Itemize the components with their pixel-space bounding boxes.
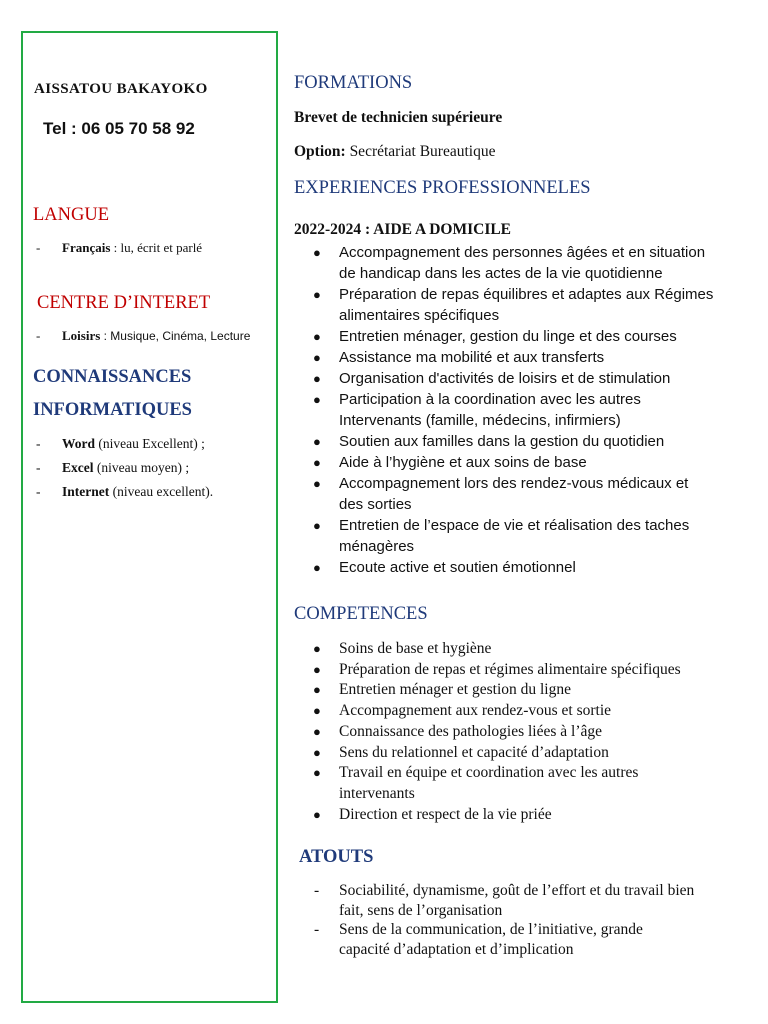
item-line: Travail en équipe et coordination avec les autres — [339, 764, 639, 782]
option-label: Option: — [294, 143, 346, 160]
langue-list — [36, 240, 202, 265]
bullet-dot-icon: ● — [313, 455, 321, 470]
atouts-list — [294, 881, 756, 959]
list-item — [294, 660, 756, 681]
degree-text: Brevet de technicien supérieure — [294, 109, 503, 126]
item-text: (niveau excellent). — [109, 484, 214, 499]
item-text: (niveau moyen) ; — [93, 460, 190, 475]
item-text: : lu, écrit et parlé — [110, 240, 203, 255]
dash-bullet: - — [36, 436, 41, 451]
bullet-dot-icon: ● — [313, 682, 321, 698]
bullet-dot-icon: ● — [313, 560, 321, 575]
bullet-dot-icon: ● — [313, 329, 321, 344]
item-line: fait, sens de l’organisation — [339, 901, 503, 919]
bullet-dot-icon: ● — [313, 806, 321, 822]
bullet-dot-icon: ● — [313, 392, 321, 407]
dash-bullet: - — [314, 921, 320, 938]
list-item — [294, 515, 756, 557]
list-item — [294, 743, 756, 764]
bullet-dot-icon: ● — [313, 641, 321, 656]
item-line: intervenants — [339, 784, 415, 802]
item-line: Sens du relationnel et capacité d’adaptation — [339, 743, 609, 761]
item-line: Soins de base et hygiène — [339, 640, 492, 657]
list-item — [294, 805, 756, 826]
bullet-dot-icon: ● — [313, 723, 321, 739]
list-item — [294, 389, 756, 431]
item-line: Soutien aux familles dans la gestion du quotidien — [339, 433, 665, 450]
item-line: Accompagnement lors des rendez-vous médicaux et — [339, 475, 689, 492]
item-text: (niveau Excellent) ; — [95, 436, 205, 451]
list-item — [294, 242, 756, 284]
bullet-dot-icon: ● — [313, 476, 321, 491]
item-line: ménagères — [339, 538, 415, 555]
item-line: Ecoute active et soutien émotionnel — [339, 559, 576, 576]
option-value: Secrétariat Bureautique — [345, 143, 496, 160]
item-line: Sens de la communication, de l’initiative, grande — [339, 921, 643, 938]
bullet-dot-icon: ● — [313, 287, 321, 302]
list-item — [294, 680, 756, 701]
phone-number: Tel : 06 05 70 58 92 — [43, 119, 195, 138]
item-line: des sorties — [339, 496, 412, 513]
item-line: Accompagnement des personnes âgées et en situation — [339, 244, 706, 261]
experience-task-list — [294, 242, 756, 578]
item-line: Entretien de l’espace de vie et réalisation des taches — [339, 517, 690, 534]
list-item — [294, 431, 756, 452]
list-item — [36, 328, 250, 344]
item-line: Participation à la coordination avec les autres — [339, 391, 641, 408]
item-line: alimentaires spécifiques — [339, 307, 500, 324]
item-line: Connaissance des pathologies liées à l’âge — [339, 722, 602, 740]
bullet-dot-icon: ● — [313, 518, 321, 533]
item-line: Direction et respect de la vie priée — [339, 805, 552, 823]
list-item — [294, 368, 756, 389]
list-item — [36, 460, 213, 476]
item-line: capacité d’adaptation et d’implication — [339, 940, 574, 958]
option-line — [294, 143, 756, 161]
dash-bullet: - — [36, 460, 41, 475]
bullet-dot-icon: ● — [313, 245, 321, 260]
list-item — [36, 436, 213, 452]
item-line: Aide à l’hygiène et aux soins de base — [339, 454, 587, 471]
job-title: 2022-2024 : AIDE A DOMICILE — [294, 221, 512, 238]
list-item — [294, 452, 756, 473]
list-item — [294, 763, 756, 804]
item-line: Organisation d'activités de loisirs et de stimulation — [339, 370, 671, 387]
bullet-dot-icon: ● — [313, 703, 321, 719]
item-label: Internet — [62, 484, 110, 499]
bullet-dot-icon: ● — [313, 765, 321, 781]
sidebar-panel — [21, 31, 278, 1003]
list-item — [294, 920, 756, 959]
item-line: Entretien ménager, gestion du linge et des courses — [339, 328, 677, 345]
item-label: Excel — [62, 460, 94, 475]
item-line: Préparation de repas équilibres et adaptes aux Régimes — [339, 286, 714, 303]
candidate-name: AISSATOU BAKAYOKO — [34, 81, 208, 97]
atouts-title: ATOUTS — [299, 847, 374, 867]
item-line: de handicap dans les actes de la vie quotidienne — [339, 265, 663, 282]
list-item — [294, 881, 756, 920]
info-title-line2: INFORMATIQUES — [33, 400, 192, 420]
dash-bullet: - — [36, 484, 41, 499]
competences-title: COMPETENCES — [294, 604, 428, 624]
item-line: Préparation de repas et régimes alimentaire spécifiques — [339, 660, 681, 678]
info-list — [36, 436, 213, 509]
dash-bullet: - — [36, 240, 41, 255]
list-item — [294, 326, 756, 347]
bullet-dot-icon: ● — [313, 661, 321, 677]
info-title-line1: CONNAISSANCES — [33, 367, 192, 387]
list-item — [294, 347, 756, 368]
bullet-dot-icon: ● — [313, 434, 321, 449]
list-item — [294, 722, 756, 743]
bullet-dot-icon: ● — [313, 350, 321, 365]
formations-title: FORMATIONS — [294, 73, 413, 93]
langue-title: LANGUE — [33, 205, 110, 225]
list-item — [36, 484, 213, 500]
item-label: Français — [62, 240, 111, 255]
bullet-dot-icon: ● — [313, 744, 321, 760]
list-item — [36, 240, 202, 256]
competences-list — [294, 639, 756, 825]
item-line: Entretien ménager et gestion du ligne — [339, 681, 571, 699]
list-item — [294, 284, 756, 326]
item-label: Word — [62, 436, 96, 451]
item-line: Sociabilité, dynamisme, goût de l’effort et du travail bien — [339, 882, 695, 899]
interet-list — [36, 328, 250, 353]
item-text: : Musique, Cinéma, Lecture — [100, 329, 251, 343]
list-item — [294, 639, 756, 660]
bullet-dot-icon: ● — [313, 371, 321, 386]
dash-bullet: - — [314, 882, 320, 899]
interet-title: CENTRE D’INTERET — [37, 293, 211, 313]
list-item — [294, 557, 756, 578]
experiences-title: EXPERIENCES PROFESSIONNELES — [294, 178, 591, 198]
item-label: Loisirs — [62, 328, 101, 343]
list-item — [294, 473, 756, 515]
item-line: Accompagnement aux rendez-vous et sortie — [339, 702, 612, 720]
list-item — [294, 701, 756, 722]
dash-bullet: - — [36, 328, 41, 343]
item-line: Assistance ma mobilité et aux transferts — [339, 349, 605, 366]
item-line: Intervenants (famille, médecins, infirmiers) — [339, 412, 621, 429]
